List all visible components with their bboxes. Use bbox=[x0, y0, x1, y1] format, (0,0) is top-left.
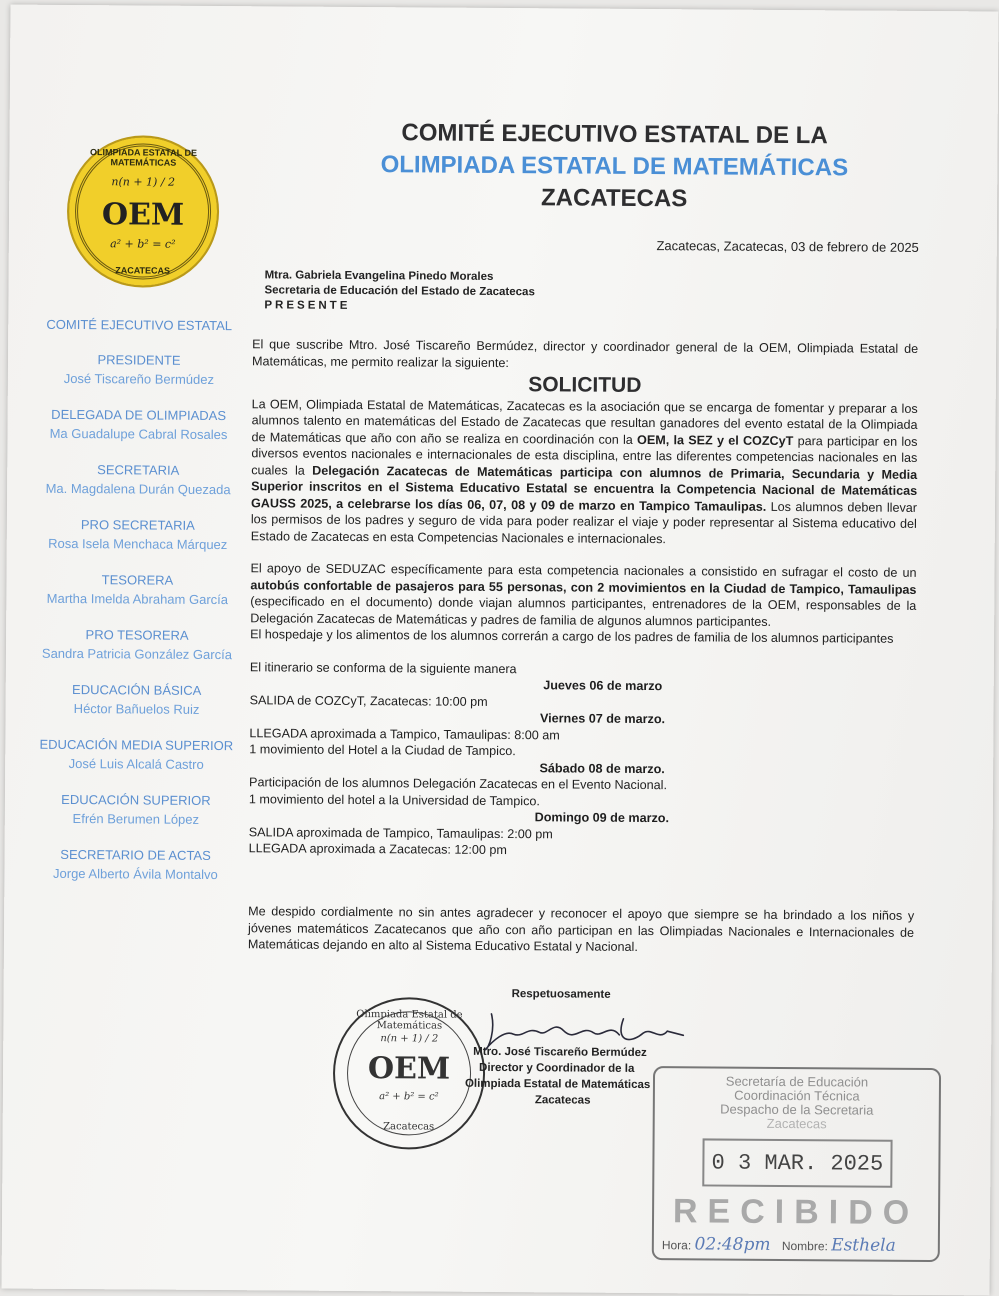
p1-text-d: Delegación Zacatecas de Matemáticas participa con alumnos de Primaria, Secundaria y Media Superior inscritos en el Sistema Educativo Estatal se encuentra la Competencia Nacional de Matemáticas GAUSS 2025, a celebrarse los días 06, 07, 08 y 09 de marzo en Tampico Tamaulipas. bbox=[250, 463, 918, 514]
itinerary-line: SALIDA aproximada de Tampico, Tamaulipas: 2:00 pm bbox=[248, 824, 553, 841]
handwritten-signature bbox=[483, 1010, 693, 1057]
header-line-2: OLIMPIADA ESTATAL DE MATEMÁTICAS bbox=[380, 151, 849, 182]
paragraph-1 bbox=[251, 396, 918, 549]
stamp-date-box bbox=[702, 1138, 892, 1187]
member-role: EDUCACIÓN BÁSICA bbox=[72, 682, 202, 698]
header-line-3: ZACATECAS bbox=[540, 184, 688, 213]
p1-text-a: La OEM, Olimpiada Estatal de Matemáticas, Zacatecas es la asociación que se encarga de fomentar y preparar a los alumnos talento en matemáticas del Estado de Zacatecas que resultan ganadores del evento estatal de la Olimpiada de Matemáticas que año con año se realiza en coordinación con la bbox=[251, 396, 918, 447]
letter-title: SOLICITUD bbox=[528, 373, 642, 397]
member-role: PRESIDENTE bbox=[97, 352, 181, 368]
committee-member bbox=[30, 845, 240, 884]
received-stamp bbox=[652, 1066, 941, 1262]
member-name: Rosa Isela Menchaca Márquez bbox=[48, 535, 228, 553]
member-role: EDUCACIÓN SUPERIOR bbox=[61, 791, 211, 808]
member-name: Ma Guadalupe Cabral Rosales bbox=[49, 425, 228, 443]
seal-top-text: Olimpiada Estatal de Matemáticas bbox=[356, 1009, 463, 1032]
member-role: SECRETARIO DE ACTAS bbox=[60, 846, 211, 863]
letter-page bbox=[2, 5, 999, 1296]
stamp-line-2: Coordinación Técnica bbox=[734, 1087, 860, 1104]
stamp-nombre bbox=[782, 1235, 896, 1256]
paragraph-2 bbox=[250, 560, 917, 647]
p1-text-b: OEM, la SEZ y el COZCyT bbox=[637, 432, 794, 448]
committee-member bbox=[32, 625, 242, 664]
member-role: SECRETARIA bbox=[97, 462, 180, 478]
member-name: Efrén Berumen López bbox=[72, 811, 200, 827]
signature-respect: Respetuosamente bbox=[511, 988, 611, 1001]
recipient-presente: PRESENTE bbox=[264, 299, 351, 312]
p1-text-c: para participar en los diversos eventos nacionales e internacionales de esta disciplina, entre las diferentes competencias nacionales en las cuales la bbox=[251, 433, 918, 478]
itinerary-day-1: Jueves 06 de marzo bbox=[543, 678, 663, 694]
recipient-position: Secretaria de Educación del Estado de Zacatecas bbox=[264, 284, 535, 299]
stamp-hora bbox=[662, 1234, 771, 1255]
p1-text-e: Los alumnos deben llevar los permisos de los padres y seguro de vida para poder realizar el viaje y poder representar al Sistema educativo del Estado de Zacatecas en esta Competencias Nacionales e internacionales. bbox=[250, 499, 918, 546]
recipient-block bbox=[264, 268, 535, 315]
stamp-nombre-label: Nombre: bbox=[781, 1238, 828, 1254]
p2-text-d: El hospedaje y los alimentos de los alumnos correrán a cargo de los padres de familia de los alumnos participantes bbox=[250, 627, 894, 646]
member-role: DELEGADA DE OLIMPIADAS bbox=[51, 406, 227, 424]
letterhead bbox=[264, 116, 965, 217]
logo-formula: a² + b² = c² bbox=[110, 237, 176, 251]
itinerary-line: Participación de los alumnos Delegación Zacatecas en el Evento Nacional. bbox=[249, 775, 668, 793]
committee-member bbox=[31, 735, 241, 774]
itinerary-line: LLEGADA aproximada a Zacatecas: 12:00 pm bbox=[248, 841, 507, 858]
member-name: Ma. Magdalena Durán Quezada bbox=[45, 480, 231, 498]
member-name: Héctor Bañuelos Ruiz bbox=[73, 701, 200, 717]
member-name: José Tiscareño Bermúdez bbox=[63, 370, 215, 387]
p2-text-c: (especificado en el documento) donde viajan alumnos participantes, entrenadores de la OEM, responsables de la Delegación Zacatecas de Matemáticas y padres de familia de algunos alumnos participantes. bbox=[250, 594, 917, 629]
itinerary-day-4: Domingo 09 de marzo. bbox=[534, 810, 670, 826]
letter-date: Zacatecas, Zacatecas, 03 de febrero de 2025 bbox=[656, 238, 919, 255]
member-name: Sandra Patricia González García bbox=[41, 645, 233, 663]
itinerary-line: 1 movimiento del Hotel a la Ciudad de Tampico. bbox=[249, 742, 516, 759]
committee-member bbox=[31, 790, 241, 829]
p2-text-a: El apoyo de SEDUZAC específicamente para esta competencia nacionales a consistido en sufragar el costo de un bbox=[250, 561, 917, 580]
member-role: EDUCACIÓN MEDIA SUPERIOR bbox=[39, 736, 234, 754]
itinerary-day-3: Sábado 08 de marzo. bbox=[539, 760, 665, 776]
committee-member bbox=[33, 515, 243, 554]
itinerary-line: 1 movimiento del hotel a la Universidad de Tampico. bbox=[248, 791, 540, 808]
seal-formula: a² + b² = c² bbox=[379, 1091, 439, 1103]
committee-member bbox=[33, 460, 243, 499]
oem-logo bbox=[67, 135, 220, 288]
committee-member bbox=[33, 405, 243, 444]
logo-bottom-text: ZACATECAS bbox=[115, 265, 171, 276]
committee-member bbox=[32, 680, 242, 719]
itinerary-line: LLEGADA aproximada a Tampico, Tamaulipas: 8:00 am bbox=[249, 725, 560, 742]
signature-role-2: Olimpiada Estatal de Matemáticas bbox=[464, 1077, 651, 1092]
logo-top-text: OLIMPIADA ESTATAL DE MATEMÁTICAS bbox=[89, 147, 197, 168]
itinerary-intro: El itinerario se conforma de la siguiente manera bbox=[249, 659, 517, 676]
stamp-nombre-value: Esthela bbox=[831, 1235, 896, 1256]
itinerary-day-2: Viernes 07 de marzo. bbox=[539, 711, 666, 727]
letter-body bbox=[249, 336, 919, 861]
member-role: PRO TESORERA bbox=[85, 627, 189, 643]
stamp-hora-value: 02:48pm bbox=[694, 1234, 771, 1255]
stamp-line-1: Secretaría de Educación bbox=[725, 1073, 869, 1090]
stamp-line-4: Zacatecas bbox=[766, 1115, 827, 1132]
header-line-1: COMITÉ EJECUTIVO ESTATAL DE LA bbox=[401, 119, 828, 150]
stamp-line-3: Despacho de la Secretaria bbox=[720, 1101, 874, 1118]
signature-name: Mtro. José Tiscareño Bermúdez bbox=[473, 1045, 647, 1060]
signature-role-1: Director y Coordinador de la bbox=[479, 1061, 635, 1075]
stamp-received: RECIBIDO bbox=[672, 1192, 920, 1232]
seal-fraction: n(n + 1) / 2 bbox=[380, 1033, 439, 1045]
member-name: Martha Imelda Abraham García bbox=[46, 590, 229, 608]
logo-name: OEM bbox=[101, 197, 185, 233]
seal-bottom-text: Zacatecas bbox=[383, 1121, 435, 1133]
committee-sidebar bbox=[30, 317, 244, 901]
stamp-date: 0 3 MAR. 2025 bbox=[711, 1150, 884, 1177]
committee-member bbox=[32, 570, 242, 609]
closing-paragraph: Me despido cordialmente no sin antes agradecer y reconocer el apoyo que siempre se ha brindado a los niños y jóvenes matemáticos Zacatecanos que año con año participan en las Olimpiadas Nacionales e Internacionales de Matemáticas dejando en alto al Sistema Educativo Estatal y Nacional. bbox=[247, 904, 915, 954]
member-role: PRO SECRETARIA bbox=[80, 517, 195, 533]
member-name: José Luis Alcalá Castro bbox=[68, 755, 204, 772]
itinerary-line: SALIDA de COZCyT, Zacatecas: 10:00 pm bbox=[249, 692, 488, 709]
stamp-hora-label: Hora: bbox=[661, 1238, 692, 1253]
p2-text-b: autobús confortable de pasajeros para 55 personas, con 2 movimientos en la Ciudad de Tampico, Tamaulipas bbox=[250, 577, 917, 597]
signature-scribble bbox=[483, 1010, 693, 1057]
committee-member bbox=[34, 350, 244, 389]
committee-title: COMITÉ EJECUTIVO ESTATAL bbox=[46, 316, 233, 334]
member-role: TESORERA bbox=[101, 572, 174, 588]
intro-paragraph: El que suscribe Mtro. José Tiscareño Bermúdez, director y coordinador general de la OEM, Olimpiada Estatal de Matemáticas, me permito realizar la siguiente: bbox=[251, 337, 919, 370]
signature-city: Zacatecas bbox=[534, 1094, 591, 1107]
recipient-name: Mtra. Gabriela Evangelina Pinedo Morales bbox=[264, 269, 494, 283]
member-name: Jorge Alberto Ávila Montalvo bbox=[52, 865, 218, 883]
logo-fraction: n(n + 1) / 2 bbox=[111, 175, 176, 189]
seal-name: OEM bbox=[367, 1051, 451, 1087]
